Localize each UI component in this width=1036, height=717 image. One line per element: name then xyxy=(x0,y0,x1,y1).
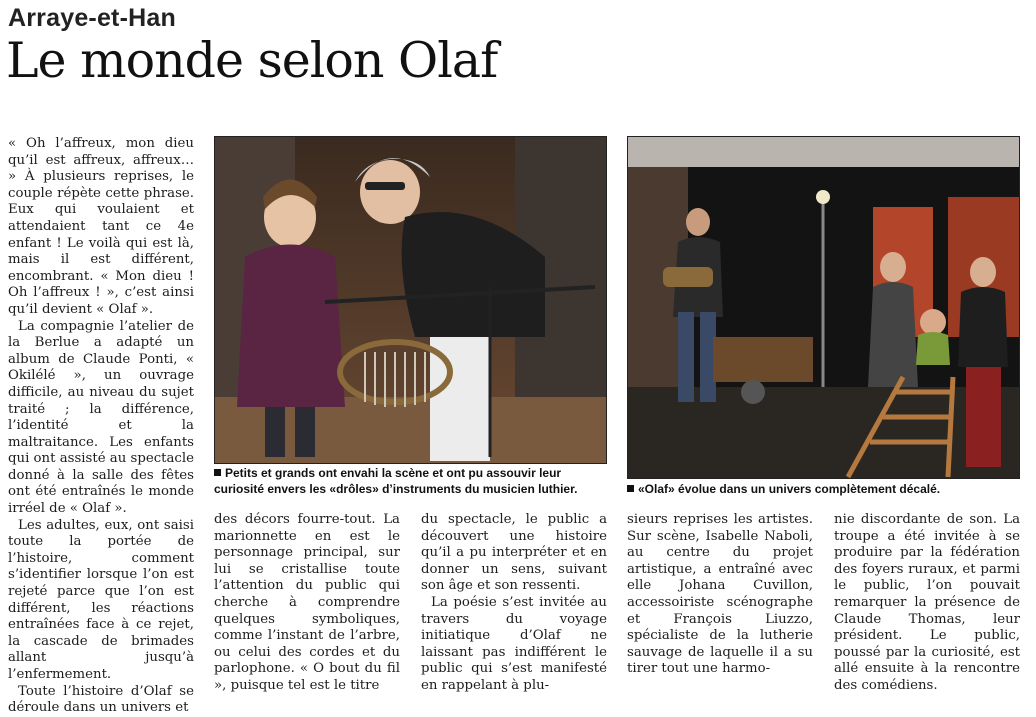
headline: Le monde selon Olaf xyxy=(6,32,498,89)
paragraph: « Oh l’affreux, mon dieu qu’il est affreux, affreux… » À plusieurs reprises, le couple répète cette phrase. Eux qui voulaient et attendaient tant ce 4e enfant ! Le voilà qui est là, mais il est différent, encombrant. « Mon dieu ! Oh l’affreux ! », c’est ainsi qu’il devient « Olaf ». xyxy=(8,136,194,317)
caption-text: Petits et grands ont envahi la scène et ont pu assouvir leur curiosité envers les «drôles» d’instruments du musicien luthier. xyxy=(214,466,578,496)
article-column-3 xyxy=(421,512,607,695)
paragraph: nie discordante de son. La troupe a été invitée à se produire par la fédération des foyers ruraux, et parmi le public, l’on pouvait remarquer la présence de Claude Thomas, leur président. Le public, poussé par la curiosité, est allé ensuite à la rencontre des comédiens. xyxy=(834,512,1020,693)
paragraph: du spectacle, le public a découvert une histoire qu’il a pu interpréter et en donner un sens, suivant son âge et son ressenti. xyxy=(421,512,607,594)
caption-bullet xyxy=(214,469,221,476)
paragraph: sieurs reprises les artistes. Sur scène, Isabelle Naboli, au centre du projet artistique, a entraîné avec elle Johana Cuvillon, accessoiriste scénographe et François Liuzzo, spécialiste de la lutherie sauvage de laquelle il a su tirer tout une harmo- xyxy=(627,512,813,677)
paragraph: La compagnie l’atelier de la Berlue a adapté un album de Claude Ponti, « Okilélé », un ouvrage difficile, au niveau du sujet traité ; la différence, l’identité et la maltraitance. Les enfants qui ont assisté au spectacle donné à la salle des fêtes ont été entraînés le monde irréel de « Olaf ». xyxy=(8,318,194,517)
article-column-1 xyxy=(8,136,194,717)
paragraph: La poésie s’est invitée au travers du voyage initiatique d’Olaf ne laissant pas indifférent le public qui s’est manifesté en rappelant à plu- xyxy=(421,594,607,693)
photo-children-instruments xyxy=(214,136,607,464)
article-column-2 xyxy=(214,512,400,695)
photo-olaf-stage xyxy=(627,136,1020,479)
photo-illustration xyxy=(215,137,606,463)
photo-caption xyxy=(627,482,1019,498)
paragraph: des décors fourre-tout. La marionnette en est le personnage principal, sur lui se cristallise toute l’attention du public qui cherche à comprendre quelques symboliques, comme l’instant de l’arbre, ou celui des cordes et du parlophone. « O bout du fil », puisque tel est le titre xyxy=(214,512,400,693)
photo-illustration xyxy=(628,137,1019,478)
caption-bullet xyxy=(627,485,634,492)
kicker: Arraye-et-Han xyxy=(8,4,176,32)
article-column-4 xyxy=(627,512,813,678)
paragraph: Toute l’histoire d’Olaf se déroule dans un univers et xyxy=(8,683,194,716)
paragraph: Les adultes, eux, ont saisi toute la portée de l’histoire, comment s’identifier lorsque l’on est rejeté parce que l’on est différent, les réactions entraînées face à ce rejet, la cascade de brimades allant jusqu’à l’enfermement. xyxy=(8,517,194,682)
photo-caption xyxy=(214,466,606,497)
caption-text: «Olaf» évolue dans un univers complètement décalé. xyxy=(638,482,941,496)
article-column-5 xyxy=(834,512,1020,695)
